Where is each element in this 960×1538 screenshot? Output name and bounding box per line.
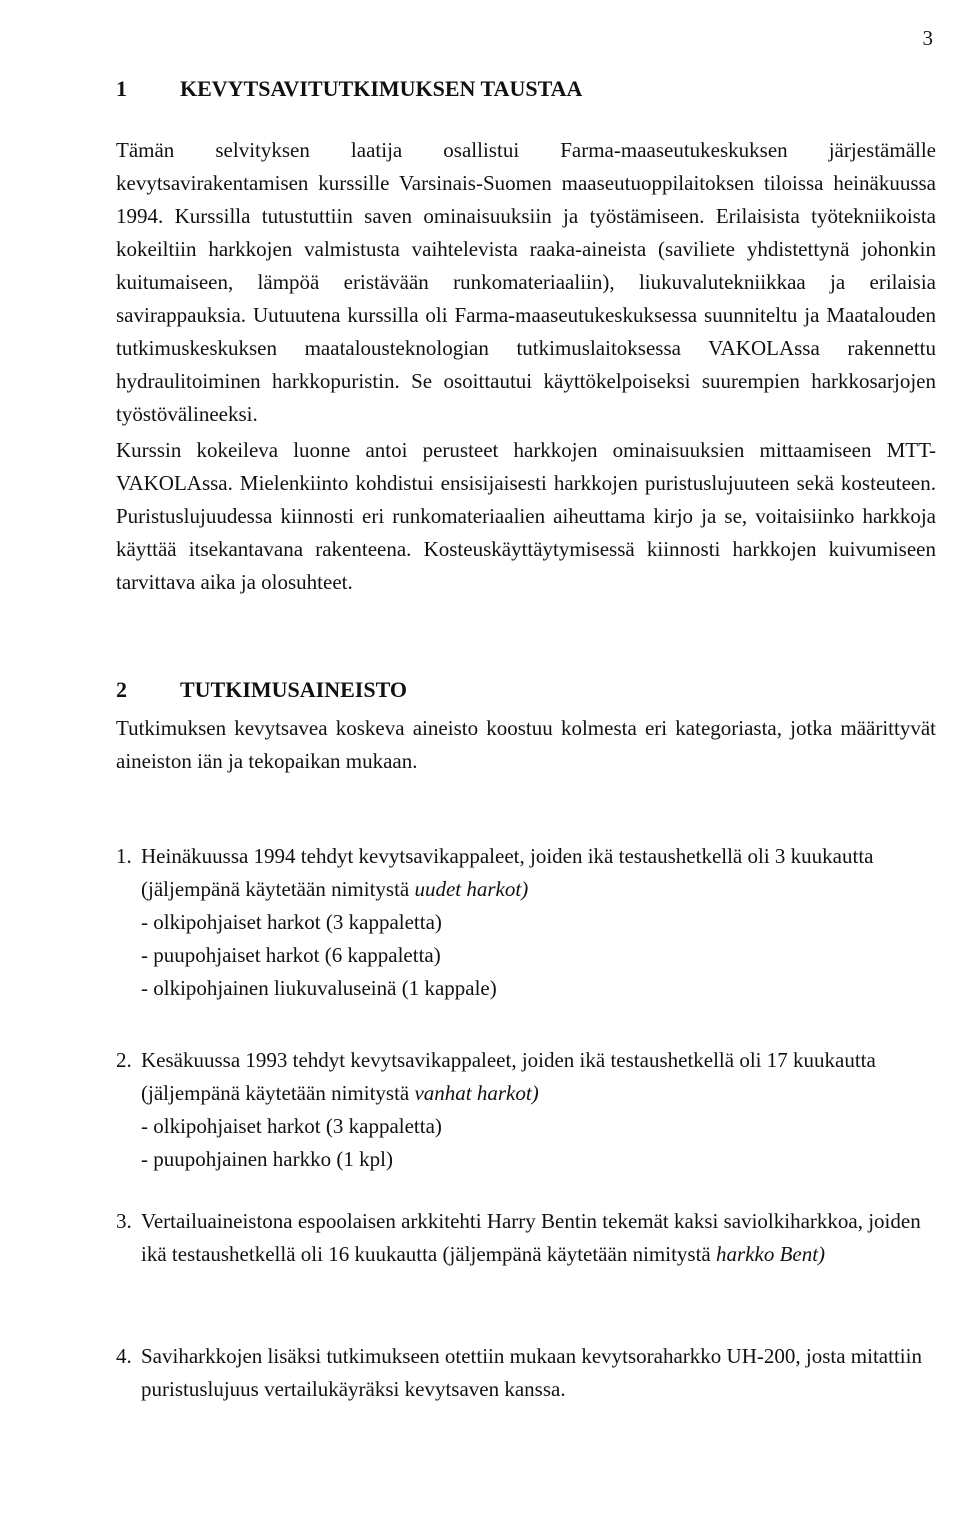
list-item — [116, 1340, 936, 1406]
section-2-paragraph-1 — [116, 712, 936, 778]
list-item-text: Heinäkuussa 1994 tehdyt kevytsavikappaleet, joiden ikä testaushetkellä oli 3 kuukautta (jäljempänä käytetään nimitystä — [141, 844, 874, 901]
list-item-italic: harkko Bent) — [716, 1242, 826, 1266]
section-2-number: 2 — [116, 677, 127, 702]
sub-item: - olkipohjainen liukuvaluseinä (1 kappale) — [141, 976, 497, 1000]
section-2-heading — [116, 677, 407, 703]
page-number: 3 — [922, 26, 933, 50]
list-item — [116, 840, 936, 1005]
sub-item: - olkipohjaiset harkot (3 kappaletta) — [141, 1114, 442, 1138]
list-item — [116, 1205, 936, 1271]
list-item-italic: vanhat harkot) — [414, 1081, 539, 1105]
list-marker: 3. — [116, 1209, 132, 1233]
paragraph-text: Tämän selvityksen laatija osallistui Farma-maaseutukeskuksen järjestämälle kevytsavirakentamisen kurssille Varsinais-Suomen maaseutuoppilaitoksen tiloissa heinäkuussa 1994. Kurssilla tutustuttiin saven ominaisuuksiin ja työstämiseen. Erilaisista työtekniikoista kokeiltiin harkkojen valmistusta vaihtelevista raaka-aineista (saviliete yhdistettynä johonkin kuitumaiseen, lämpöä eristävään runkomateriaaliin), liukuvalutekniikkaa ja erilaisia savirappauksia. Uutuutena kurssilla oli Farma-maaseutukeskuksessa suunniteltu ja Maatalouden tutkimuskeskuksen maatalousteknologian tutkimuslaitoksessa VAKOLAssa rakennettu hydraulitoiminen harkkopuristin. Se osoittautui käyttökelpoiseksi suurempien harkkosarjojen työstövälineeksi. — [116, 138, 936, 426]
paragraph-text: Kurssin kokeileva luonne antoi perusteet harkkojen ominaisuuksien mittaamiseen MTT-VAKOLAssa. Mielenkiinto kohdistui ensisijaisesti harkkojen puristuslujuuteen sekä kosteuteen. Puristuslujuudessa kiinnosti eri runkomateriaalien aiheuttama kirjo ja se, voitaisiinko harkkoja käyttää itsekantavana rakenteena. Kosteuskäyttäytymisessä kiinnosti harkkojen kuivumiseen tarvittava aika ja olosuhteet. — [116, 438, 936, 594]
section-1-title: KEVYTSAVITUTKIMUKSEN TAUSTAA — [180, 76, 583, 101]
sub-item: - puupohjainen harkko (1 kpl) — [141, 1147, 393, 1171]
section-1-number: 1 — [116, 76, 127, 101]
section-1-paragraph-1 — [116, 134, 936, 431]
section-2-title: TUTKIMUSAINEISTO — [180, 677, 407, 702]
list-item-text: Kesäkuussa 1993 tehdyt kevytsavikappaleet, joiden ikä testaushetkellä oli 17 kuukautta (jäljempänä käytetään nimitystä — [141, 1048, 876, 1105]
sub-item: - olkipohjaiset harkot (3 kappaletta) — [141, 910, 442, 934]
list-item-italic: uudet harkot) — [414, 877, 529, 901]
list-item-text: Vertailuaineistona espoolaisen arkkitehti Harry Bentin tekemät kaksi saviolkiharkkoa, joiden ikä testaushetkellä oli 16 kuukautta (jäljempänä käytetään nimitystä — [141, 1209, 921, 1266]
list-marker: 1. — [116, 844, 132, 868]
paragraph-text: Tutkimuksen kevytsavea koskeva aineisto koostuu kolmesta eri kategoriasta, jotka määrittyvät aineiston iän ja tekopaikan mukaan. — [116, 716, 936, 773]
section-1-paragraph-2 — [116, 434, 936, 599]
section-1-heading — [116, 76, 582, 102]
list-marker: 4. — [116, 1344, 132, 1368]
list-item-text: Saviharkkojen lisäksi tutkimukseen otettiin mukaan kevytsoraharkko UH-200, josta mitattiin puristuslujuus vertailukäyräksi kevytsaven kanssa. — [141, 1344, 922, 1401]
list-item — [116, 1044, 936, 1176]
list-marker: 2. — [116, 1048, 132, 1072]
sub-item: - puupohjaiset harkot (6 kappaletta) — [141, 943, 441, 967]
